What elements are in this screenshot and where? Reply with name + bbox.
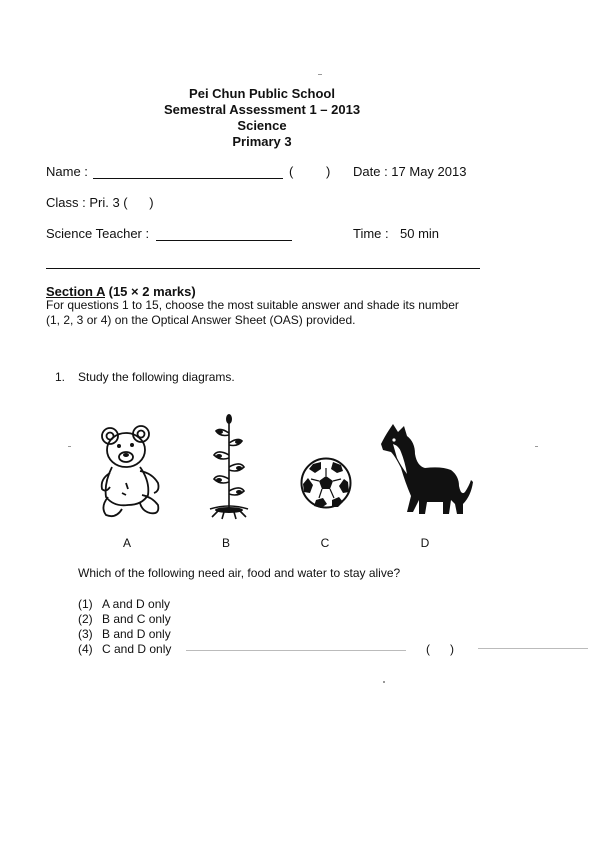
answer-box[interactable]: ( ) [426, 642, 454, 656]
figure-label-d: D [420, 536, 430, 550]
option-1[interactable] [78, 597, 170, 611]
option-4[interactable] [78, 642, 171, 656]
section-heading [46, 284, 196, 299]
option-3[interactable] [78, 627, 171, 641]
option-number: (2) [78, 612, 93, 626]
time-value: 50 min [400, 226, 440, 241]
section-title: Section A [46, 284, 105, 299]
time-label: Time : [353, 226, 389, 241]
register-paren-open: ( [289, 164, 294, 179]
name-line[interactable] [93, 178, 283, 179]
scan-speck [383, 681, 385, 683]
option-text: B and C only [102, 612, 171, 626]
assessment-title: Semestral Assessment 1 – 2013 [163, 102, 361, 117]
question-number: 1. [55, 370, 66, 384]
figure-label-a: A [122, 536, 131, 550]
name-label: Name : [46, 164, 88, 179]
date-label: Date : 17 May 2013 [353, 164, 467, 179]
section-marks: (15 × 2 marks) [108, 284, 196, 299]
teacher-label: Science Teacher : [46, 226, 150, 241]
dog-icon [379, 422, 473, 518]
figure-label-b: B [221, 536, 230, 550]
option-text: B and D only [102, 627, 171, 641]
plant-icon [202, 413, 257, 521]
instructions-line-2: (1, 2, 3 or 4) on the Optical Answer Sheet (OAS) provided. [46, 313, 356, 327]
soccer-ball-icon [299, 456, 353, 510]
option-number: (1) [78, 597, 93, 611]
option-text: C and D only [102, 642, 172, 656]
option-2[interactable] [78, 612, 171, 626]
register-paren-close: ) [326, 164, 331, 179]
level-title: Primary 3 [232, 134, 292, 149]
class-label: Class : Pri. 3 ( ) [46, 195, 154, 210]
option-number: (3) [78, 627, 93, 641]
scan-speck [68, 446, 71, 447]
instructions-line-1: For questions 1 to 15, choose the most suitable answer and shade its number [46, 298, 459, 312]
subject-title: Science [237, 118, 287, 133]
figure-label-c: C [320, 536, 330, 550]
scan-speck [478, 648, 588, 649]
option-text: A and D only [102, 597, 171, 611]
option-number: (4) [78, 642, 93, 656]
teacher-line[interactable] [156, 240, 292, 241]
teddy-bear-icon [96, 423, 168, 518]
scan-speck [318, 74, 322, 75]
scan-speck [535, 446, 538, 447]
question-text: Which of the following need air, food and water to stay alive? [78, 566, 401, 580]
question-prompt: Study the following diagrams. [78, 370, 235, 384]
scan-speck [186, 650, 406, 651]
school-name: Pei Chun Public School [189, 86, 335, 101]
divider-line [46, 268, 480, 269]
